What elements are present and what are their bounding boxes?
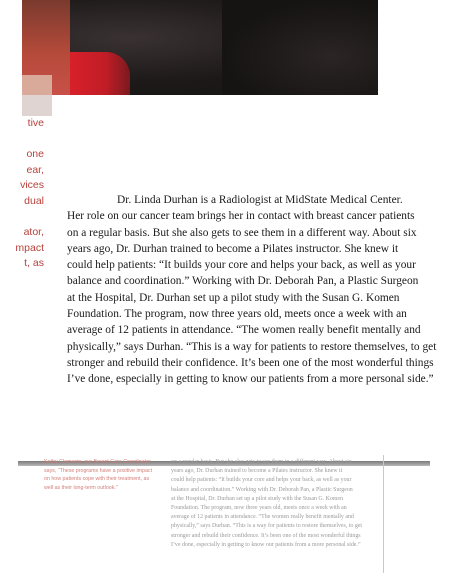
pull-quote-line: says, “These programs have a positive impact [44,467,153,474]
fragment-line: vices [20,179,44,192]
reflection-pull-quote [44,458,168,492]
reflection-line: stronger and rebuild their confidence. It’s been one of the most wonderful things [171,532,361,539]
pull-quote-line: well as their long-term outlook.” [44,484,118,491]
reflection-line: could help patients: “It builds your core and helps your back, as well as your [171,477,352,484]
pull-quote-line: Kathy Clements, our Breast Care Coordinator, [44,459,153,465]
paragraph-line: stronger and rebuild their confidence. It’s been one of the most wonderful things [67,356,434,369]
sidebar-text-fragments [0,116,44,272]
fragment-line: ator, [23,226,44,239]
paragraph-line: I’ve done, especially in getting to know our patients from a more personal side.” [67,373,434,386]
photo-red-garment [70,52,130,95]
reflection-line: average of 12 patients in attendance. “The women really benefit mentally and [171,514,354,521]
paragraph-line: Her role on our cancer team brings her in contact with breast cancer patients [67,210,415,223]
page-reflection [18,455,430,573]
paragraph-line: could help patients: “It builds your core and helps your back, as well as your [67,259,416,272]
fragment-line: mpact [15,241,44,254]
article-paragraph [67,192,437,388]
reflection-line: on a regular basis. But she also gets to see them in a different way. About six [171,459,352,465]
reflection-line: Foundation. The program, now three years old, meets once a week with an [171,504,347,511]
header-photo [22,0,378,95]
reflection-line: at the Hospital, Dr. Durhan set up a pilot study with the Susan G. Komen [171,495,343,502]
paragraph-line: Foundation. The program, now three years old, meets once a week with an [67,308,407,321]
reflection-line: balance and coordination.” Working with Dr. Deborah Pan, a Plastic Surgeon [171,486,353,493]
pull-quote-line: on how patients cope with their treatment, as [44,476,150,483]
fragment-line [0,210,44,226]
paragraph-line: on a regular basis. But she also gets to see them in a different way. About six [67,226,417,239]
photo-shadow [222,0,378,95]
fragment-line [0,132,44,148]
paragraph-line: balance and coordination.” Working with Dr. Deborah Pan, a Plastic Surgeon [67,275,419,288]
reflection-line: years ago, Dr. Durhan trained to become a Pilates instructor. She knew it [171,468,343,475]
reflection-line: physically,” says Durhan. “This is a way for patients to restore themselves, to get [171,523,363,530]
reflection-line: I’ve done, especially in getting to know our patients from a more personal side.” [171,541,361,548]
color-swatch-top [22,75,52,95]
paragraph-line: years ago, Dr. Durhan trained to become a Pilates instructor. She knew it [67,242,399,255]
paragraph-line: physically,” says Durhan. “This is a way for patients to restore themselves, to get [67,340,437,353]
reflection-column-rule [383,455,384,573]
reflection-body-text [171,458,376,550]
fragment-line: t, as [24,257,44,270]
paragraph-line: Dr. Linda Durhan is a Radiologist at MidState Medical Center. [117,194,403,206]
fragment-line: tive [27,117,44,129]
fragment-line: dual [24,194,44,207]
paragraph-line: average of 12 patients in attendance. “The women really benefit mentally and [67,324,421,337]
fragment-line: ear, [26,163,44,176]
fragment-line: one [26,148,44,161]
paragraph-line: at the Hospital, Dr. Durhan set up a pilot study with the Susan G. Komen [67,291,400,304]
color-swatch-bottom [22,95,52,116]
